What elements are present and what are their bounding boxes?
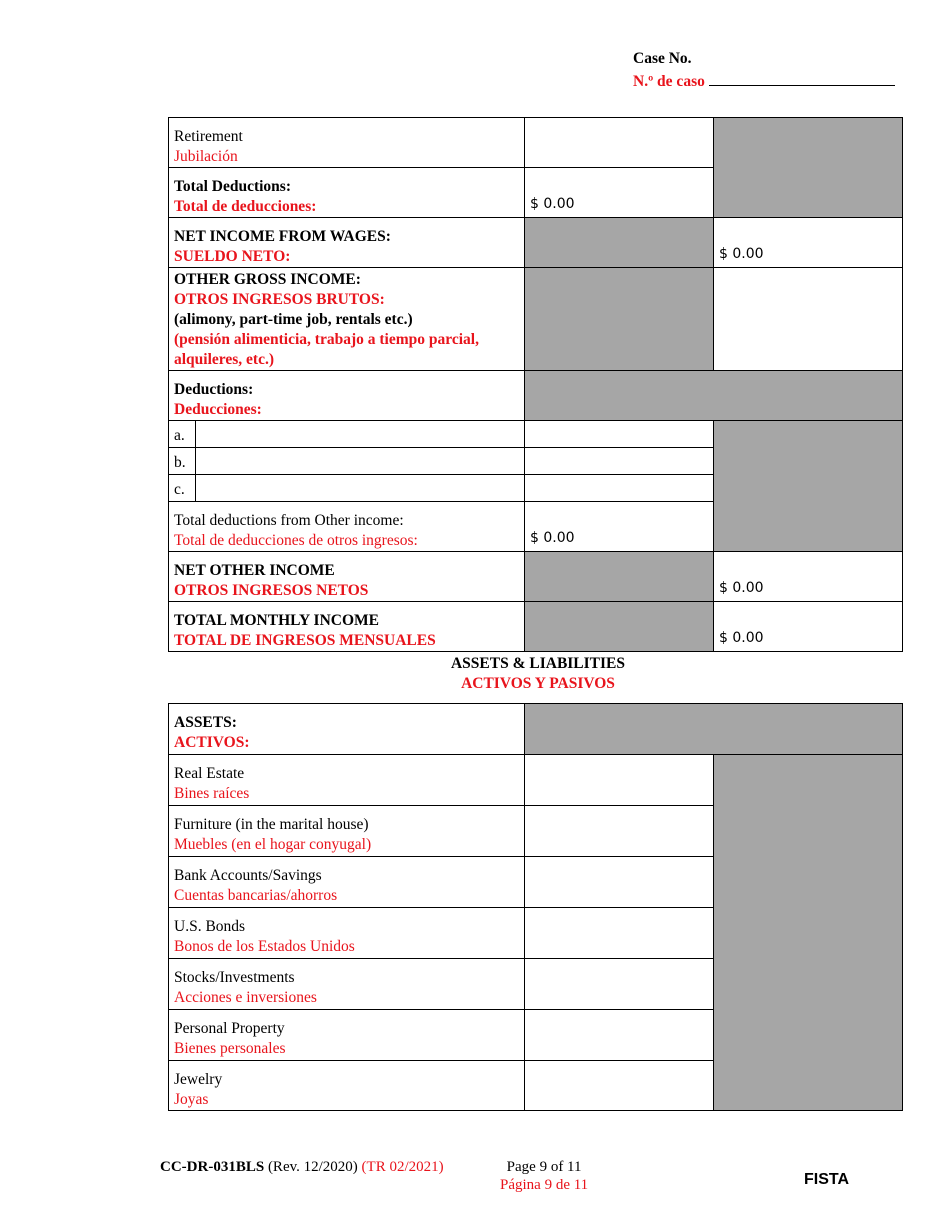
bank-accounts-amount-field[interactable] bbox=[525, 857, 714, 908]
us-bonds-amount-field[interactable] bbox=[525, 908, 714, 959]
shaded-cell bbox=[525, 552, 714, 602]
furniture-amount-field[interactable] bbox=[525, 806, 714, 857]
income-table bbox=[168, 117, 903, 652]
asset-row-label: Real Estate Bines raíces bbox=[169, 755, 525, 806]
deduction-b-amount[interactable] bbox=[525, 448, 714, 475]
page-number: Page 9 of 11 Página 9 de 11 bbox=[500, 1159, 589, 1193]
stocks-amount-field[interactable] bbox=[525, 959, 714, 1010]
asset-row-label: Stocks/Investments Acciones e inversiones bbox=[169, 959, 525, 1010]
asset-row-label: Bank Accounts/Savings Cuentas bancarias/ahorros bbox=[169, 857, 525, 908]
deductions-label: Deductions: Deducciones: bbox=[169, 371, 525, 421]
total-deductions-label: Total Deductions: Total de deducciones: bbox=[169, 168, 525, 218]
total-deductions-other-value: $ 0.00 bbox=[525, 502, 714, 552]
total-monthly-income-value: $ 0.00 bbox=[714, 602, 903, 652]
fista-brand: FISTA bbox=[804, 1171, 850, 1188]
net-other-income-label: NET OTHER INCOME OTROS INGRESOS NETOS bbox=[169, 552, 525, 602]
net-other-income-value: $ 0.00 bbox=[714, 552, 903, 602]
shaded-cell bbox=[714, 421, 903, 552]
asset-row-label: Jewelry Joyas bbox=[169, 1061, 525, 1111]
jewelry-amount-field[interactable] bbox=[525, 1061, 714, 1111]
deduction-a-description[interactable] bbox=[196, 421, 525, 448]
assets-header-label: ASSETS: ACTIVOS: bbox=[169, 704, 525, 755]
deduction-a-amount[interactable] bbox=[525, 421, 714, 448]
case-no-label: Case No. bbox=[633, 50, 692, 67]
deduction-row-label: a. bbox=[169, 421, 196, 448]
retirement-label: Retirement Jubilación bbox=[169, 118, 525, 168]
case-no-label-es: N.º de caso bbox=[633, 73, 705, 90]
shaded-cell bbox=[525, 371, 903, 421]
shaded-cell bbox=[525, 602, 714, 652]
shaded-cell bbox=[714, 755, 903, 1111]
assets-table bbox=[168, 703, 903, 1111]
deduction-c-description[interactable] bbox=[196, 475, 525, 502]
deduction-b-description[interactable] bbox=[196, 448, 525, 475]
other-gross-income-label: OTHER GROSS INCOME: OTROS INGRESOS BRUTOS: (alimony, part-time job, rentals etc.) (pensión alimenticia, trabajo a tiempo parcial, alquileres, etc.) bbox=[169, 268, 525, 371]
deduction-row-label: b. bbox=[169, 448, 196, 475]
net-income-wages-label: NET INCOME FROM WAGES: SUELDO NETO: bbox=[169, 218, 525, 268]
form-code: CC-DR-031BLS (Rev. 12/2020) (TR 02/2021) bbox=[160, 1159, 444, 1175]
real-estate-amount-field[interactable] bbox=[525, 755, 714, 806]
case-number-header bbox=[633, 49, 895, 92]
assets-liabilities-title: ASSETS & LIABILITIES ACTIVOS Y PASIVOS bbox=[450, 655, 626, 692]
shaded-cell bbox=[525, 268, 714, 371]
deduction-c-amount[interactable] bbox=[525, 475, 714, 502]
total-deductions-value: $ 0.00 bbox=[525, 168, 714, 218]
total-monthly-income-label: TOTAL MONTHLY INCOME TOTAL DE INGRESOS MENSUALES bbox=[169, 602, 525, 652]
other-gross-income-field[interactable] bbox=[714, 268, 903, 371]
asset-row-label: Personal Property Bienes personales bbox=[169, 1010, 525, 1061]
shaded-cell bbox=[525, 704, 903, 755]
case-number-field[interactable] bbox=[709, 69, 895, 86]
asset-row-label: U.S. Bonds Bonos de los Estados Unidos bbox=[169, 908, 525, 959]
shaded-cell bbox=[714, 118, 903, 218]
asset-row-label: Furniture (in the marital house) Muebles (en el hogar conyugal) bbox=[169, 806, 525, 857]
personal-property-amount-field[interactable] bbox=[525, 1010, 714, 1061]
net-income-wages-value: $ 0.00 bbox=[714, 218, 903, 268]
total-deductions-other-label: Total deductions from Other income: Total de deducciones de otros ingresos: bbox=[169, 502, 525, 552]
deduction-row-label: c. bbox=[169, 475, 196, 502]
shaded-cell bbox=[525, 218, 714, 268]
retirement-amount-field[interactable] bbox=[525, 118, 714, 168]
